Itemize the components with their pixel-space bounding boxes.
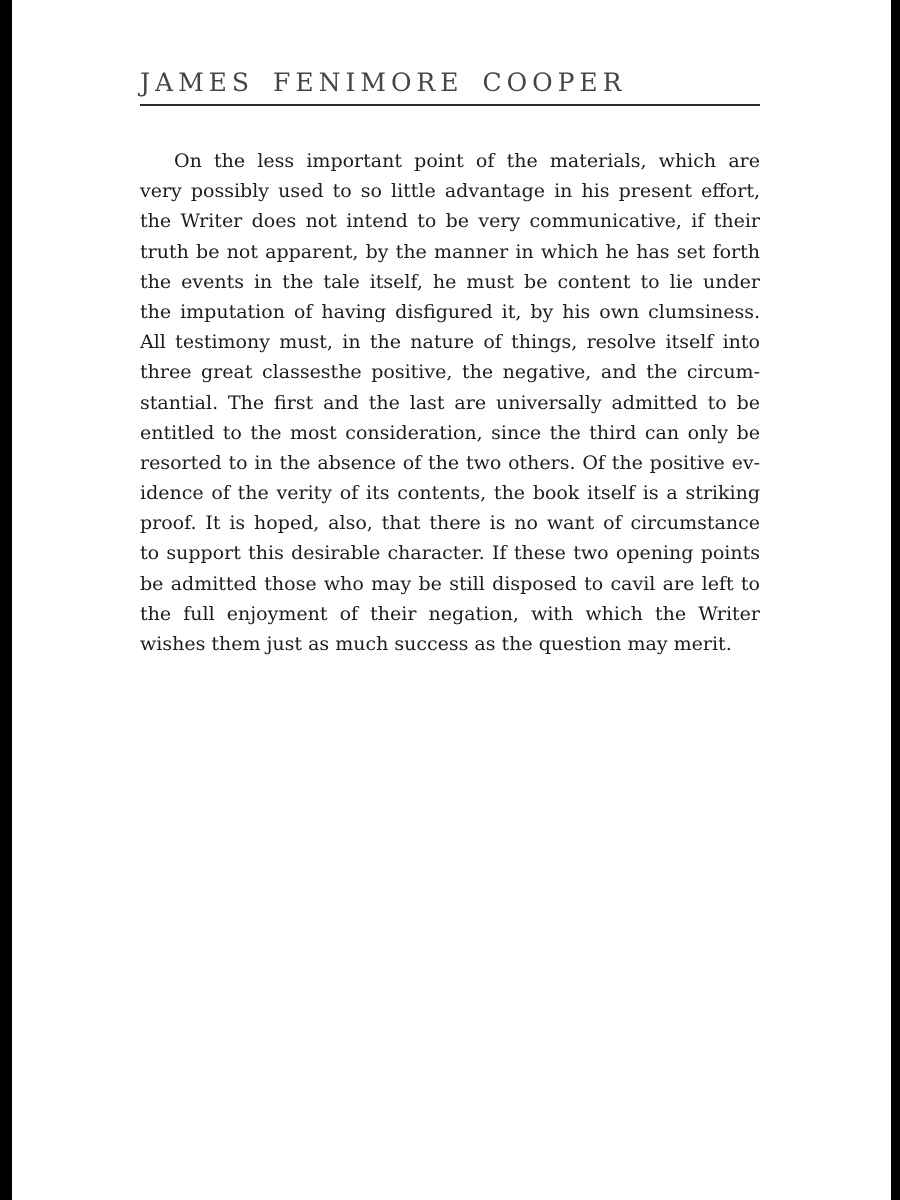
text-line: be admitted those who may be still disposed to cavil are left to	[140, 572, 760, 595]
text-line: All testimony must, in the nature of things, resolve itself into	[140, 331, 760, 354]
text-line: wishes them just as much success as the question may merit.	[140, 633, 732, 655]
header-rule-divider	[140, 104, 760, 106]
text-line: the Writer does not intend to be very communicative, if their	[140, 210, 760, 233]
text-line: the imputation of having disfigured it, by his own clumsiness.	[140, 300, 760, 323]
text-line: three great classesthe positive, the negative, and the circum-	[140, 361, 760, 384]
text-line: the events in the tale itself, he must be content to lie under	[140, 270, 760, 293]
text-line: resorted to in the absence of the two others. Of the positive ev-	[140, 451, 760, 474]
scan-edge-left	[0, 0, 12, 1200]
book-page	[140, 0, 760, 659]
page-title: JAMES FENIMORE COOPER	[140, 68, 627, 97]
text-line: idence of the verity of its contents, the book itself is a striking	[140, 482, 760, 505]
text-line: On the less important point of the materials, which are	[174, 150, 760, 172]
text-line: the full enjoyment of their negation, with which the Writer	[140, 602, 760, 625]
text-line: truth be not apparent, by the manner in which he has set forth	[140, 240, 760, 263]
text-line: very possibly used to so little advantage in his present effort,	[140, 180, 760, 203]
text-line: to support this desirable character. If these two opening points	[140, 542, 760, 565]
scan-edge-right	[891, 0, 900, 1200]
text-line: proof. It is hoped, also, that there is no want of circumstance	[140, 512, 760, 535]
body-text	[140, 146, 760, 659]
text-line: stantial. The first and the last are universally admitted to be	[140, 391, 760, 414]
text-line: entitled to the most consideration, since the third can only be	[140, 421, 760, 444]
